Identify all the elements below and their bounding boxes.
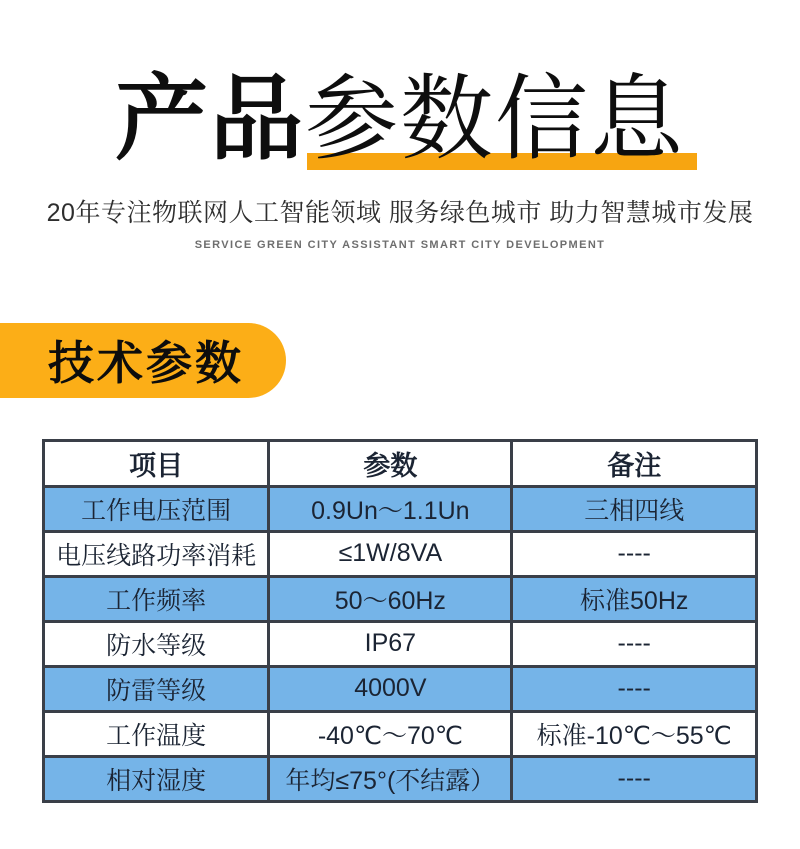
section-badge-label: 技术参数 — [48, 337, 244, 390]
cell-note: ---- — [512, 531, 757, 576]
column-header-item: 项目 — [44, 440, 269, 486]
cell-note: 标准50Hz — [512, 576, 757, 621]
page-title-highlighted-part: 参数信息 — [305, 67, 685, 175]
page-title-heavy-part: 产品 — [115, 67, 305, 171]
cell-note: ---- — [512, 666, 757, 711]
cell-item: 相对湿度 — [44, 756, 269, 801]
page-title — [0, 67, 800, 171]
table-row-waterproof-rating — [44, 621, 757, 666]
column-header-note: 备注 — [512, 440, 757, 486]
column-header-param: 参数 — [269, 440, 512, 486]
cell-param: 4000V — [269, 666, 512, 711]
cell-param: 0.9Un～1.1Un — [269, 486, 512, 531]
cell-param: 50～60Hz — [269, 576, 512, 621]
cell-item: 工作温度 — [44, 711, 269, 756]
table-row-frequency — [44, 576, 757, 621]
cell-note: 三相四线 — [512, 486, 757, 531]
cell-param: ≤1W/8VA — [269, 531, 512, 576]
table-row-relative-humidity — [44, 756, 757, 801]
cell-item: 电压线路功率消耗 — [44, 531, 269, 576]
cell-item: 防雷等级 — [44, 666, 269, 711]
cell-note: ---- — [512, 621, 757, 666]
spec-table — [42, 439, 758, 803]
cell-item: 防水等级 — [44, 621, 269, 666]
cell-item: 工作电压范围 — [44, 486, 269, 531]
section-badge-technical-params — [0, 323, 286, 398]
cell-note: 标准-10℃～55℃ — [512, 711, 757, 756]
cell-param: -40℃～70℃ — [269, 711, 512, 756]
table-header-row — [44, 440, 757, 486]
hero-subtitle: 20年专注物联网人工智能领域 服务绿色城市 助力智慧城市发展 — [46, 198, 754, 227]
hero-header — [0, 0, 800, 251]
table-row-lightning-rating — [44, 666, 757, 711]
table-row-power-consumption — [44, 531, 757, 576]
hero-subtitle-english: SERVICE GREEN CITY ASSISTANT SMART CITY DEVELOPMENT — [194, 238, 606, 251]
table-row-voltage-range — [44, 486, 757, 531]
cell-note: ---- — [512, 756, 757, 801]
cell-param: IP67 — [269, 621, 512, 666]
cell-item: 工作频率 — [44, 576, 269, 621]
cell-param: 年均≤75°(不结露） — [269, 756, 512, 801]
table-row-operating-temperature — [44, 711, 757, 756]
